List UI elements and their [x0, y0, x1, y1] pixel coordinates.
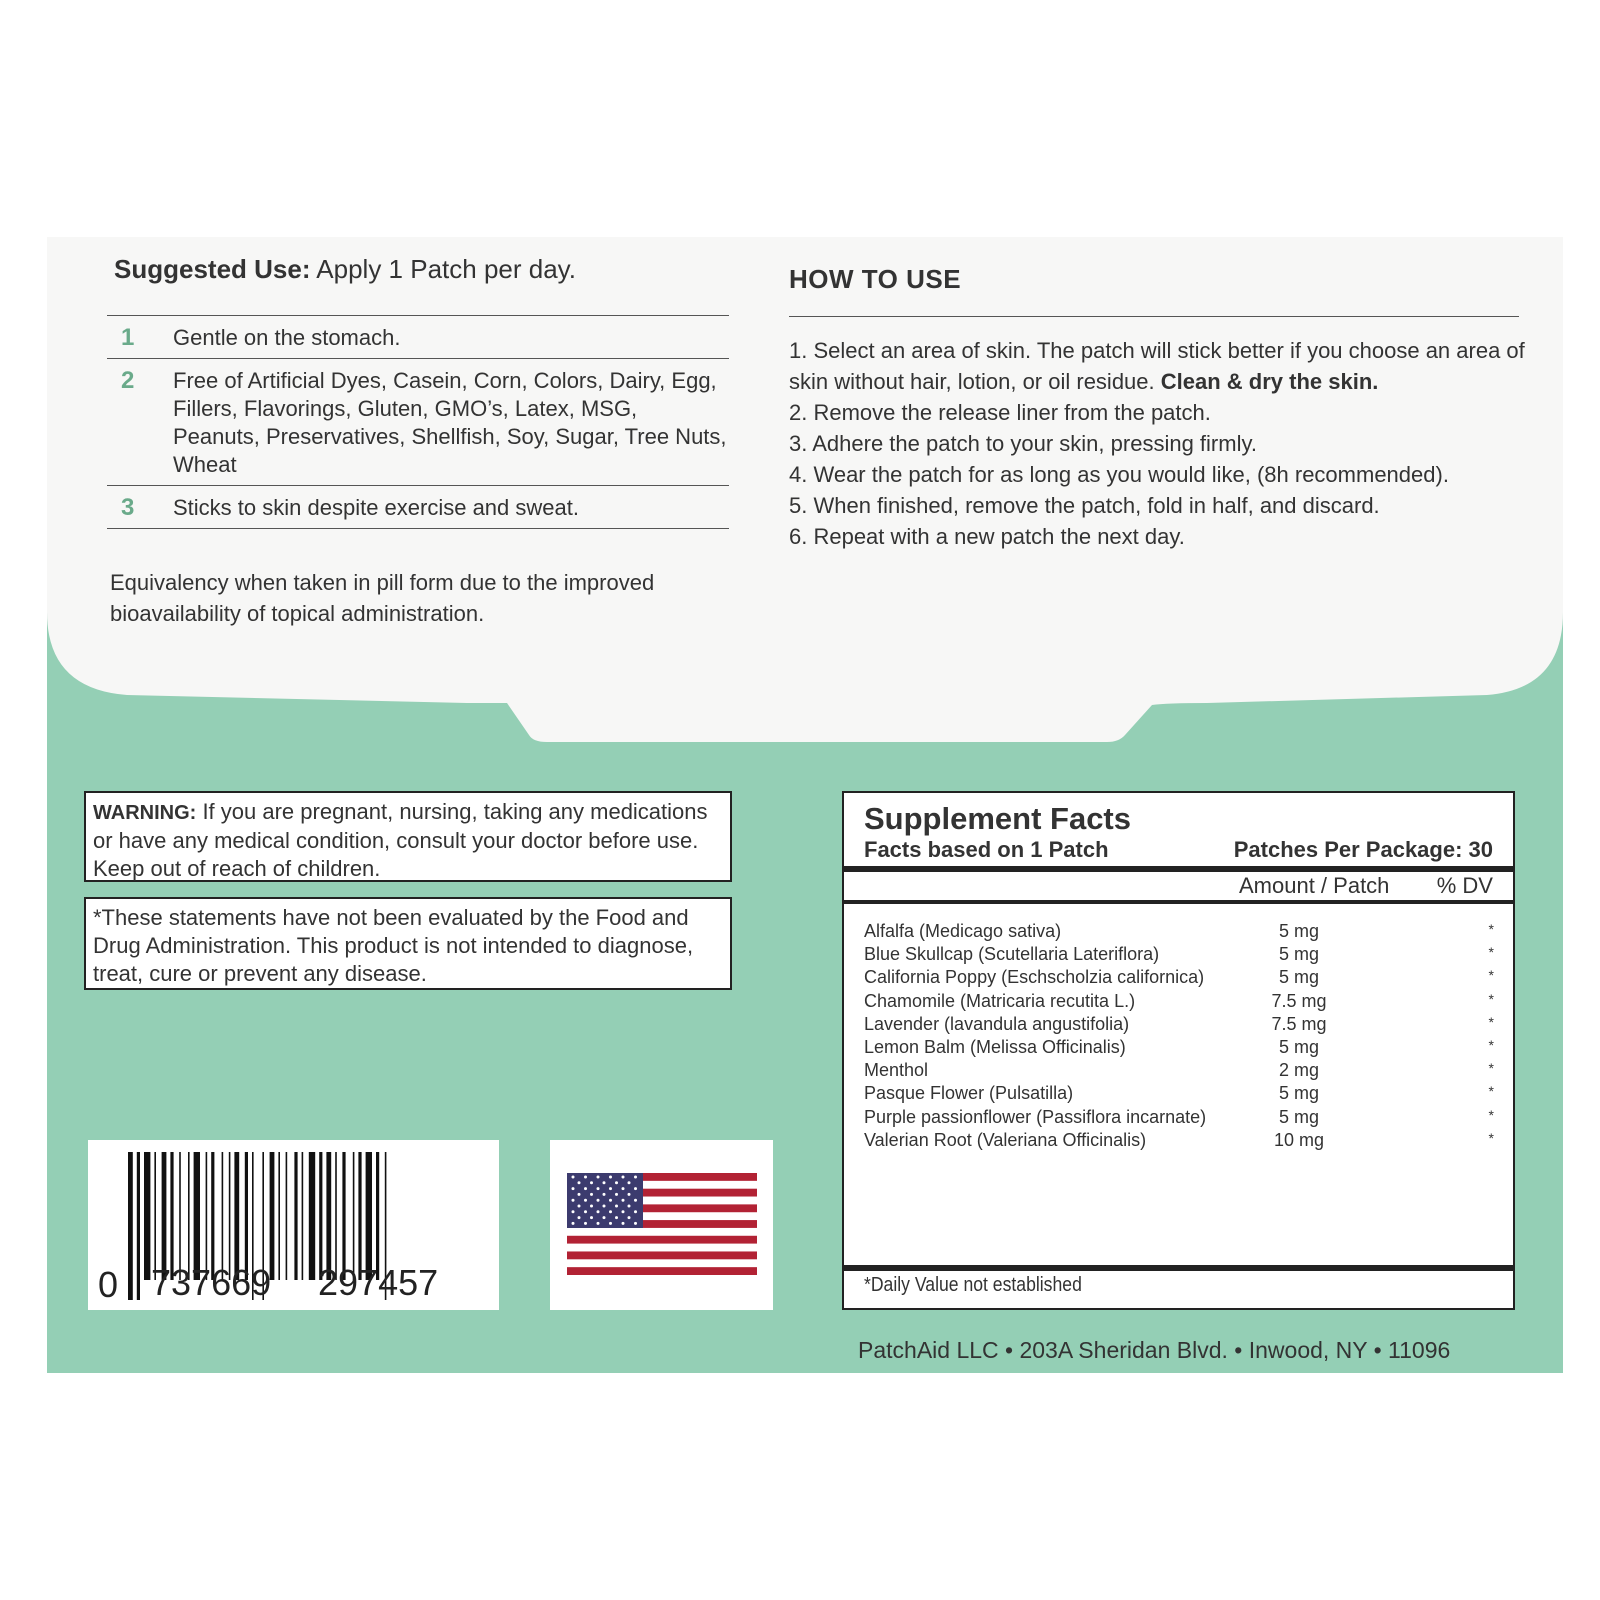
barcode-bar [194, 1152, 200, 1280]
ingredient-dv: * [1488, 921, 1494, 937]
step-text: 1. Select an area of skin. The patch will stick better if you choose an area of skin without hair, lotion, or oil residue. [789, 338, 1525, 394]
barcode-digit-left: 0 [98, 1264, 119, 1305]
barcode-bar [206, 1152, 208, 1280]
step-item: 2. Remove the release liner from the patch. [789, 400, 1211, 425]
barcode-bar [302, 1152, 304, 1280]
ingredient-row [864, 990, 1494, 1013]
divider [789, 316, 1519, 317]
benefit-row [107, 315, 729, 358]
ingredient-name: Alfalfa (Medicago sativa) [864, 921, 1062, 941]
benefit-number: 1 [121, 324, 135, 351]
ingredient-amount: 5 mg [1278, 1106, 1320, 1127]
step-item: 3. Adhere the patch to your skin, pressing firmly. [789, 431, 1257, 456]
benefit-row [107, 358, 729, 485]
step-item [789, 335, 1529, 397]
warning-text: If you are pregnant, nursing, taking any medications or have any medical condition, consult your doctor before use. Keep out of reach of children. [93, 799, 708, 881]
serving-basis: Facts based on 1 Patch [864, 837, 1109, 862]
barcode-bar [170, 1152, 173, 1280]
ingredient-row [864, 966, 1494, 989]
benefit-row [107, 485, 729, 529]
suggested-use [114, 254, 576, 285]
barcode-bar [319, 1152, 322, 1280]
barcode-bar [128, 1152, 133, 1300]
barcode-bar [278, 1152, 280, 1280]
divider [844, 900, 1513, 904]
ingredient-name: Chamomile (Matricaria recutita L.) [864, 990, 1136, 1011]
barcode [88, 1140, 499, 1310]
barcode-bar [294, 1152, 297, 1280]
warning-box [84, 791, 732, 882]
how-to-use-title: HOW TO USE [789, 264, 962, 294]
how-to-use-steps [789, 335, 1529, 552]
barcode-bar [162, 1152, 167, 1280]
ingredient-row [864, 1106, 1494, 1129]
barcode-bar [335, 1152, 337, 1280]
divider [844, 1265, 1513, 1271]
barcode-bar [144, 1152, 150, 1280]
ingredient-row [864, 920, 1494, 943]
ingredient-dv: * [1488, 967, 1494, 984]
ingredient-name: Lemon Balm (Melissa Officinalis) [864, 1036, 1126, 1057]
supplement-facts-title: Supplement Facts [864, 801, 1131, 836]
ingredient-amount: 5 mg [1278, 1083, 1320, 1104]
benefit-number: 2 [121, 367, 135, 394]
ingredient-name: California Poppy (Eschscholzia californica) [864, 967, 1205, 988]
ingredient-dv: * [1488, 1036, 1494, 1053]
ingredient-row [864, 943, 1494, 966]
white-flap [47, 237, 1563, 742]
ingredient-amount: 5 mg [1278, 967, 1320, 988]
barcode-bar [229, 1152, 231, 1280]
step-emphasis: Clean & dry the skin. [1160, 369, 1379, 394]
barcode-bar [222, 1152, 224, 1280]
company-address: PatchAid LLC • 203A Sheridan Blvd. • Inwood, NY • 11096 [858, 1337, 1451, 1363]
ingredient-name: Pasque Flower (Pulsatilla) [864, 1083, 1074, 1104]
ingredient-name: Valerian Root (Valeriana Officinalis) [864, 1129, 1147, 1150]
ingredient-dv: * [1488, 990, 1494, 1007]
barcode-bar [154, 1152, 156, 1280]
suggested-use-label: Suggested Use: [114, 254, 311, 284]
barcode-bar [326, 1152, 331, 1280]
divider [844, 866, 1513, 872]
ingredient-row [864, 1059, 1494, 1082]
amount-column-header: Amount / Patch [1239, 873, 1390, 898]
barcode-bar [366, 1152, 372, 1280]
ingredient-amount: 7.5 mg [1271, 1013, 1327, 1034]
barcode-bar [376, 1152, 379, 1280]
barcode-bar [188, 1152, 190, 1280]
patches-per-package: Patches Per Package: 30 [1233, 837, 1493, 862]
step-item: 5. When finished, remove the patch, fold in half, and discard. [789, 493, 1380, 518]
barcode-group-2: 297457 [318, 1262, 439, 1303]
benefit-number: 3 [121, 494, 135, 521]
flag-panel [550, 1140, 773, 1310]
ingredient-row [864, 1013, 1494, 1036]
ingredient-amount: 5 mg [1278, 1036, 1320, 1057]
dv-column-header: % DV [1436, 873, 1493, 898]
barcode-bar [353, 1152, 355, 1280]
equivalency-text: Equivalency when taken in pill form due to the improved bioavailability of topical administration. [110, 570, 655, 626]
ingredient-dv: * [1488, 1060, 1494, 1077]
ingredient-dv: * [1488, 1083, 1494, 1100]
barcode-bar [211, 1152, 214, 1280]
barcode-bar [286, 1152, 288, 1280]
benefit-text: Free of Artificial Dyes, Casein, Corn, Colors, Dairy, Egg, Fillers, Flavorings, Gluten, GMO’s, Latex, MSG, Peanuts, Preservatives, Shellfish, Soy, Sugar, Tree Nuts, Wheat [173, 368, 727, 477]
warning-label: WARNING: [93, 802, 197, 824]
ingredient-name: Purple passionflower (Passiflora incarnate) [864, 1106, 1207, 1127]
barcode-bar [234, 1152, 239, 1280]
us-flag-icon [567, 1173, 757, 1275]
barcode-bar [270, 1152, 275, 1280]
ingredient-amount: 7.5 mg [1271, 990, 1327, 1011]
daily-value-footnote: *Daily Value not established [864, 1274, 1082, 1296]
benefits-list [107, 315, 729, 529]
barcode-bar [179, 1152, 181, 1280]
barcode-bar [137, 1152, 140, 1300]
ingredient-name: Blue Skullcap (Scutellaria Lateriflora) [864, 944, 1160, 965]
ingredient-dv: * [1488, 1129, 1494, 1146]
ingredient-row [864, 1129, 1494, 1152]
supplement-facts-panel [842, 791, 1515, 1310]
ingredient-row [864, 1036, 1494, 1059]
ingredient-amount: 2 mg [1278, 1060, 1320, 1081]
ingredient-dv: * [1488, 1013, 1494, 1030]
suggested-use-text: Apply 1 Patch per day. [310, 254, 576, 284]
step-item: 4. Wear the patch for as long as you would like, (8h recommended). [789, 462, 1449, 487]
barcode-graphic [88, 1140, 499, 1310]
ingredient-amount: 5 mg [1278, 921, 1320, 941]
barcode-group-1: 737669 [151, 1262, 272, 1303]
barcode-bar [309, 1152, 315, 1280]
ingredient-dv: * [1488, 1106, 1494, 1123]
step-item: 6. Repeat with a new patch the next day. [789, 524, 1185, 549]
fda-disclaimer-box: *These statements have not been evaluated by the Food and Drug Administration. This product is not intended to diagnose, treat, cure or prevent any disease. [84, 897, 732, 990]
barcode-bar [342, 1152, 345, 1280]
ingredient-dv: * [1488, 944, 1494, 961]
ingredient-row [864, 1082, 1494, 1105]
ingredient-name: Lavender (lavandula angustifolia) [864, 1013, 1130, 1034]
benefit-text: Gentle on the stomach. [173, 325, 401, 350]
ingredient-amount: 5 mg [1278, 944, 1320, 965]
ingredient-list [864, 920, 1494, 1152]
barcode-bar [358, 1152, 361, 1280]
ingredient-amount: 10 mg [1273, 1129, 1325, 1150]
benefit-text: Sticks to skin despite exercise and sweat. [173, 495, 579, 520]
ingredient-name: Menthol [864, 1060, 929, 1081]
barcode-bar [245, 1152, 248, 1280]
